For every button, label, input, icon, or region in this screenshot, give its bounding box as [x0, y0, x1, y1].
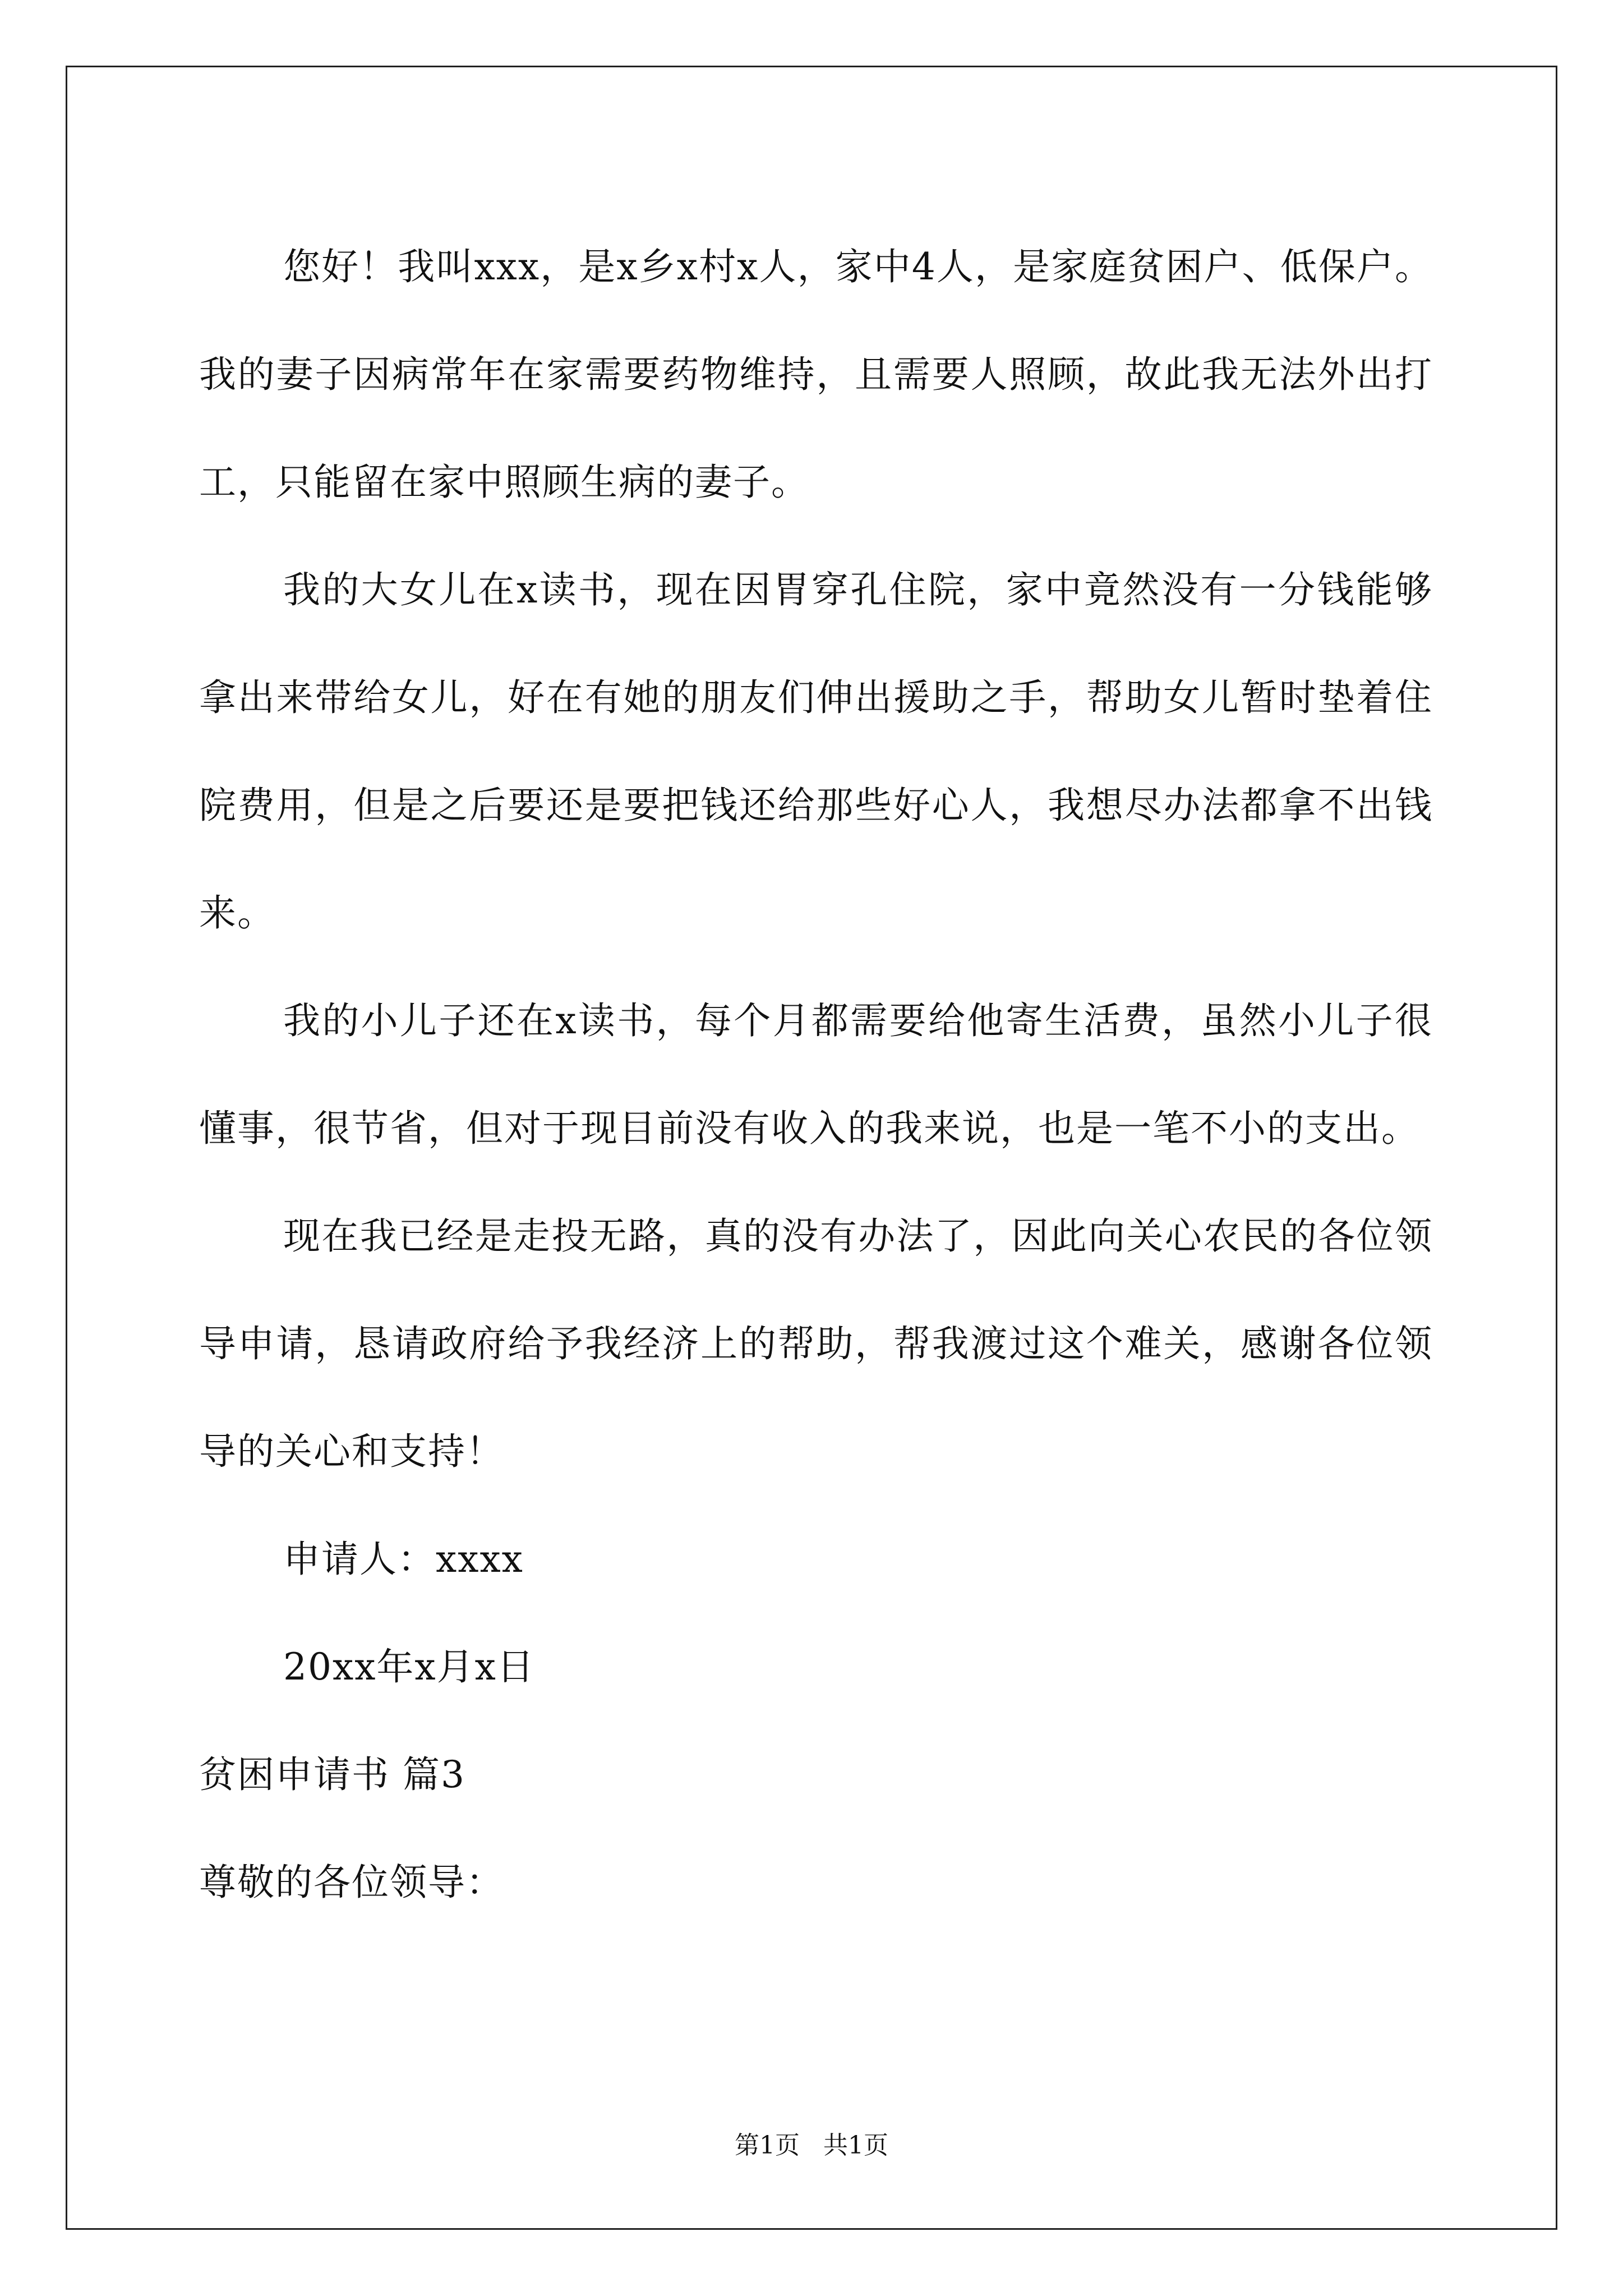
salutation: 尊敬的各位领导：	[199, 1861, 504, 1904]
paragraph-daughter: 我的大女儿在x读书，现在因胃穿孔住院，家中竟然没有一分钱能够拿出来带给女儿，好在有她的朋友们伸出援助之手，帮助女儿暂时垫着住院费用，但是之后要还是要把钱还给那些好心人，我想尽办法都拿不出钱来。	[199, 568, 1433, 935]
page-number-total: 共1页	[823, 2131, 888, 2160]
paragraph-son: 我的小儿子还在x读书，每个月都需要给他寄生活费，虽然小儿子很懂事，很节省，但对于现目前没有收入的我来说，也是一笔不小的支出。	[199, 999, 1433, 1150]
paragraph-request: 现在我已经是走投无路，真的没有办法了，因此向关心农民的各位领导申请，恳请政府给予我经济上的帮助，帮我渡过这个难关，感谢各位领导的关心和支持！	[199, 1214, 1433, 1473]
paragraph-family-situation: 您好！我叫xxx，是x乡x村x人，家中4人，是家庭贫困户、低保户。 我的妻子因病常年在家需要药物维持，且需要人照顾，故此我无法外出打工，只能留在家中照顾生病的妻子。	[199, 245, 1433, 504]
page-footer	[0, 2129, 1623, 2162]
section-title: 贫困申请书 篇3	[199, 1753, 465, 1796]
document-body	[199, 213, 1433, 1936]
application-date: 20xx年x月x日	[283, 1645, 535, 1688]
applicant-signature: 申请人：xxxx	[283, 1538, 524, 1581]
page-number-current: 第1页	[735, 2131, 800, 2160]
